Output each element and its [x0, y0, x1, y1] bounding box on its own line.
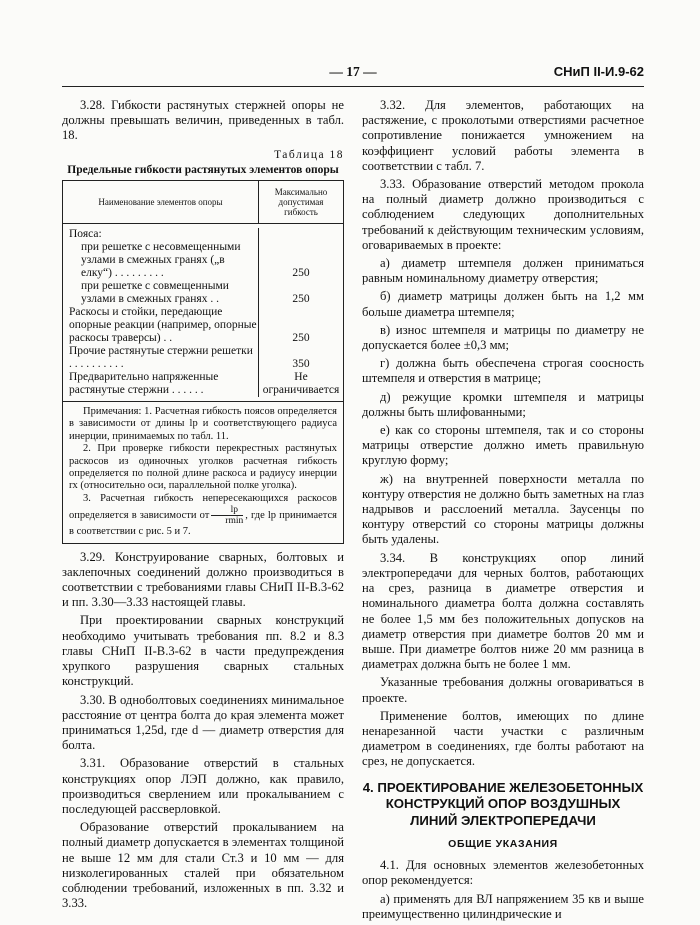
paragraph-3-29-cont: При проектировании сварных конструкций необходимо учитывать требования пп. 8.2 и 8.3 главы СНиП II-В.3-62 в части предупреждения хрупкого разрушения сварных стальных конструкций. [62, 613, 344, 689]
item-b: б) диаметр матрицы должен быть на 1,2 мм больше диаметра штемпеля; [362, 289, 644, 319]
paragraph-3-34-cont2: Применение болтов, имеющих по длине ненарезанной части участки с различным диаметром в соединениях, где болты работают на срез, не допускается. [362, 708, 644, 769]
table-header-row [63, 181, 343, 224]
table-row [63, 306, 343, 345]
page-number: — 17 — [329, 64, 377, 79]
section-title: 4. ПРОЕКТИРОВАНИЕ ЖЕЛЕЗОБЕТОННЫХ КОНСТРУКЦИЙ ОПОР ВОЗДУШНЫХ ЛИНИЙ ЭЛЕКТРОПЕРЕДАЧИ [362, 779, 644, 828]
paragraph-3-30: 3.30. В одноболтовых соединениях минимальное расстояние от центра болта до края элемента может приниматься 1,25d, где d — диаметр отверстия для болта. [62, 692, 344, 753]
paragraph-3-34: 3.34. В конструкциях опор линий электропередачи для черных болтов, работающих на срез, разница в диаметре отверстия и номинального диаметра болта должна составлять не более 1,5 мм без положительных допусков на диаметр отверстия при диаметре болтов 20 мм и выше. При диаметре болтов ниже 20 мм разница в диаметрах должна быть не более 1 мм. [362, 550, 644, 672]
table-caption: Таблица 18 [274, 148, 344, 161]
paragraph-3-34-cont: Указанные требования должны оговариваться в проекте. [362, 675, 644, 705]
table-note-1: Примечания: 1. Расчетная гибкость поясов определяется в зависимости от длины lp и соответствующего радиуса инерции, принимаемых по табл. 11. [69, 406, 337, 442]
row-name: при решетке с несовмещенными узлами в смежных гранях („в елку“) . . . . . . . . . [63, 241, 259, 280]
document-code: СНиП II-И.9-62 [553, 64, 644, 79]
table-title: Предельные гибкости растянутых элементов опоры [67, 163, 339, 176]
row-name: Пояса: [63, 228, 259, 241]
item-e: е) как со стороны штемпеля, так и со стороны матрицы отверстие должно иметь правильную круглую форму; [362, 423, 644, 468]
row-name: Раскосы и стойки, передающие опорные реакции (например, опорные раскосы траверсы) . . [63, 306, 259, 345]
item-v: в) износ штемпеля и матрицы по диаметру не допускается более ±0,3 мм; [362, 322, 644, 353]
table-row [63, 371, 343, 401]
fraction-lp-rmin: $\frac{lp}{rmin}$ [211, 505, 243, 526]
header-rule [62, 86, 644, 87]
item-g: г) должна быть обеспечена строгая соосность штемпеля и отверстия в матрице; [362, 356, 644, 386]
table-row [63, 280, 343, 306]
paragraph-4-1: 4.1. Для основных элементов железобетонных опор рекомендуется: [362, 858, 644, 888]
item-zh: ж) на внутренней поверхности металла по контуру отверстия не должно быть заметных на глаз надрывов и расслоений металла. Заусенцы по контуру отверстий со стороны матрицы должны быть удалены. [362, 471, 644, 547]
right-column [362, 98, 644, 925]
table-notes [63, 401, 343, 543]
row-value [259, 228, 343, 241]
row-value: 250 [292, 332, 310, 345]
paragraph-3-28: 3.28. Гибкости растянутых стержней опоры не должны превышать величин, приведенных в табл. 18. [62, 98, 344, 143]
table-18 [62, 180, 344, 544]
subsection-title: ОБЩИЕ УКАЗАНИЯ [448, 838, 558, 851]
paragraph-3-32: 3.32. Для элементов, работающих на растяжение, с проколотыми отверстиями расчетное сопротивление понижается умножением на коэффициент условий работы элемента в соответствии с табл. 7. [362, 98, 644, 173]
table-row [63, 345, 343, 371]
paragraph-3-33: 3.33. Образование отверстий методом прокола на полный диаметр должно производиться с соблюдением следующих дополнительных требований к действующим техническим условиям, оговариваемых в проекте: [362, 177, 644, 252]
paragraph-3-31-cont: Образование отверстий прокалыванием на полный диаметр допускается в элементах толщиной не выше 12 мм для стали Ст.3 и 10 мм — для низколегированных сталей при обязательном соблюдении требований, изложенных в пп. 3.32 и 3.33. [62, 820, 344, 911]
table-note-2: 2. При проверке гибкости перекрестных растянутых раскосов из одиночных уголков расчетная гибкость определяется по полной длине раскоса и радиусу инерции rx (относительно оси, параллельной полке уголка). [69, 443, 337, 492]
left-column [62, 98, 344, 914]
table-body [63, 224, 343, 401]
row-value: 250 [292, 293, 310, 306]
item-a: а) диаметр штемпеля должен приниматься равным номинальному диаметру отверстия; [362, 256, 644, 286]
table-row [63, 228, 343, 241]
table-note-3: 3. Расчетная гибкость непересекающихся раскосов определяется в зависимости от $\frac{lp}{rmin}$ , где lp принимается в соответствии с рис. 5 и 7. [69, 492, 337, 538]
item-d: д) режущие кромки штемпеля и матрицы должны быть шлифованными; [362, 389, 644, 419]
column-header-max-slenderness: Максимально допустимая гибкость [274, 187, 328, 218]
row-value: 350 [292, 358, 310, 371]
page-header [62, 64, 644, 86]
row-name: при решетке с совмещенными узлами в смежных гранях . . [63, 280, 259, 306]
column-header-element-name: Наименование элементов опоры [63, 181, 259, 223]
row-value: 250 [292, 267, 310, 280]
paragraph-3-31: 3.31. Образование отверстий в стальных конструкциях опор ЛЭП должно, как правило, производиться сверлением или прокалыванием с последующей рассверловкой. [62, 756, 344, 816]
row-name: Предварительно напряженные растянутые стержни . . . . . . [63, 371, 259, 397]
row-name: Прочие растянутые стержни решетки . . . . . . . . . . [63, 345, 259, 371]
paragraph-3-29: 3.29. Конструирование сварных, болтовых и заклепочных соединений должно производиться в соответствии с требованиями главы СНиП II-В.3-62 и пп. 3.30—3.33 настоящей главы. [62, 549, 344, 610]
table-row [63, 241, 343, 280]
row-value: Не ограничивается [262, 371, 340, 397]
paragraph-4-1-a: а) применять для ВЛ напряжением 35 кв и выше преимущественно цилиндрические и [362, 891, 644, 921]
